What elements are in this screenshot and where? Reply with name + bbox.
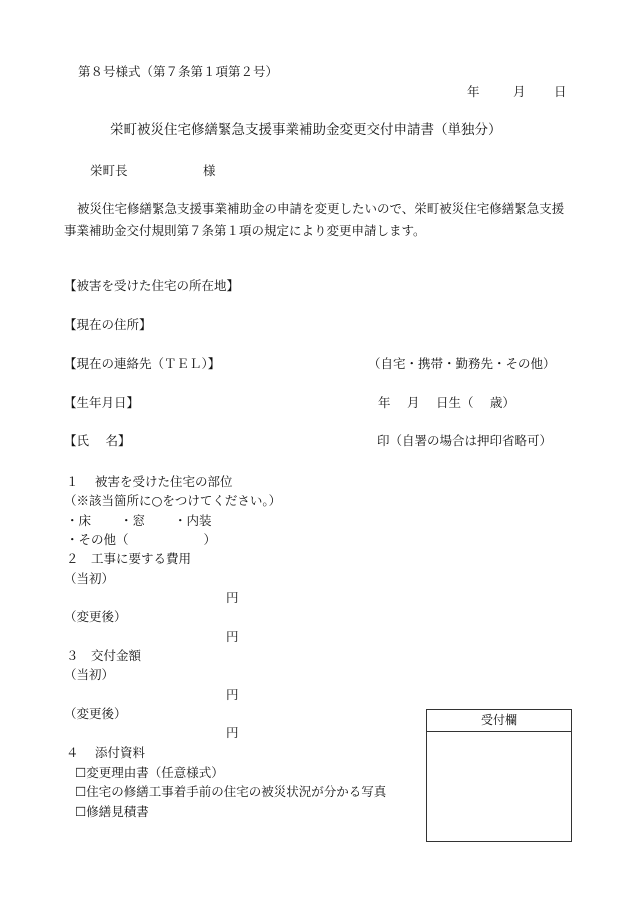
section2-initial-unit: 円 — [226, 590, 239, 605]
section1-options: ・床 ・窓 ・内装 — [66, 513, 212, 528]
current-address-label: 【現在の住所】 — [64, 317, 152, 332]
section2-initial-label: （当初） — [64, 571, 115, 586]
section2-changed-unit: 円 — [226, 629, 239, 644]
contact-label: 【現在の連絡先（ＴＥＬ）】 — [64, 356, 221, 371]
reception-box-label: 受付欄 — [427, 710, 571, 732]
document-title: 栄町被災住宅修繕緊急支援事業補助金変更交付申請書（単独分） — [110, 122, 502, 138]
form-number: 第８号様式（第７条第１項第２号） — [78, 64, 279, 79]
attachment-item-estimate: ☐修繕見積書 — [75, 804, 149, 819]
addressee-honorific: 様 — [203, 163, 216, 178]
date-year: 年 — [467, 84, 480, 99]
attachment-item-reason: ☐変更理由書（任意様式） — [75, 765, 224, 780]
section2-changed-label: （変更後） — [64, 609, 127, 624]
section1-other: ・その他（ ） — [66, 532, 217, 547]
section1-heading: １ 被害を受けた住宅の部位 — [66, 474, 233, 489]
addressee-name: 栄町長 — [90, 163, 128, 178]
section3-changed-label: （変更後） — [64, 706, 127, 721]
section3-heading: ３ 交付金額 — [66, 648, 142, 663]
reception-box — [426, 709, 572, 842]
date-month: 月 — [513, 84, 526, 99]
section3-initial-label: （当初） — [64, 667, 115, 682]
section3-initial-unit: 円 — [226, 687, 239, 702]
damaged-location-label: 【被害を受けた住宅の所在地】 — [64, 278, 240, 293]
section4-heading: ４ 添付資料 — [66, 745, 145, 760]
section2-heading: ２ 工事に要する費用 — [66, 551, 192, 566]
seal-note: 印（自署の場合は押印省略可） — [377, 433, 553, 448]
birthdate-label: 【生年月日】 — [64, 395, 140, 410]
birthdate-format: 年 月 日生（ 歳） — [378, 395, 515, 410]
section3-changed-unit: 円 — [226, 725, 239, 740]
section1-note: （※該当箇所に○をつけてください。） — [64, 493, 282, 508]
contact-options: （自宅・携帯・勤務先・その他） — [368, 356, 556, 371]
date-day: 日 — [554, 84, 567, 99]
name-label: 【氏 名】 — [64, 433, 131, 448]
body-text-line1: 被災住宅修繕緊急支援事業補助金の申請を変更したいので、栄町被災住宅修繕緊急支援 — [77, 201, 565, 216]
body-text-line2: 事業補助金交付規則第７条第１項の規定により変更申請します。 — [64, 223, 426, 238]
attachment-item-photo: ☐住宅の修繕工事着手前の住宅の被災状況が分かる写真 — [75, 784, 387, 799]
